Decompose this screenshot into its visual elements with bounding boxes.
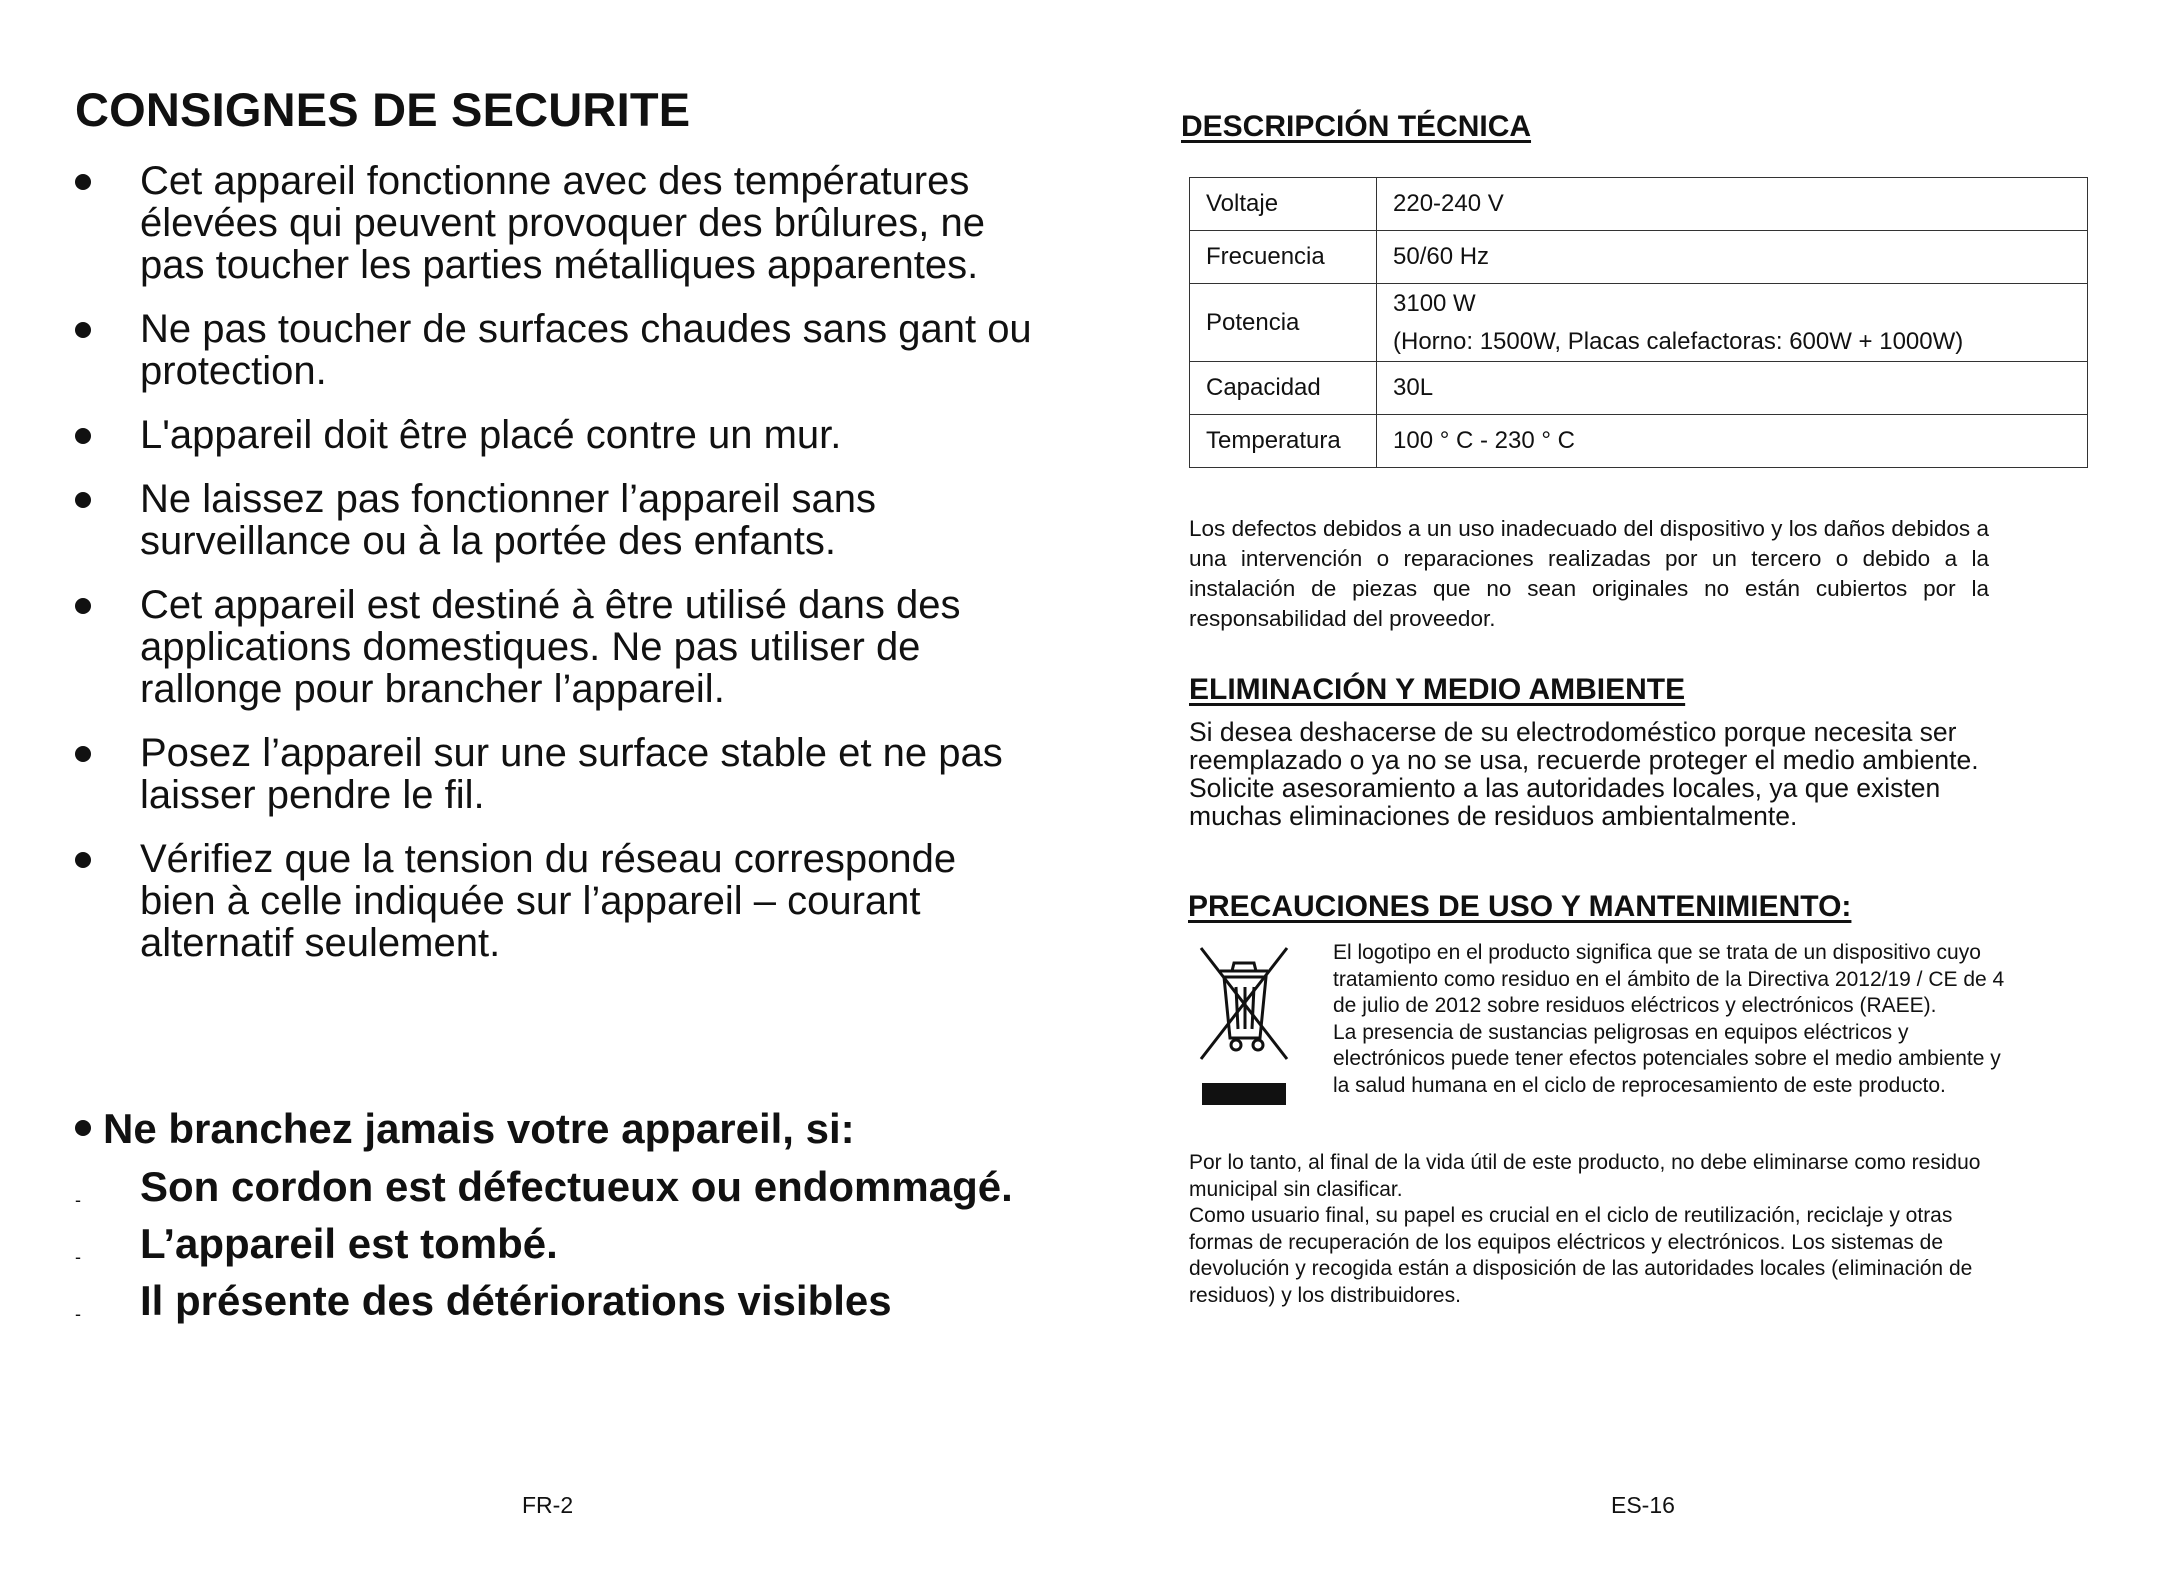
dash-marker: -: [75, 1247, 81, 1267]
environment-paragraph: Si desea deshacerse de su electrodoméstico porque necesita ser reemplazado o ya no se usa, recuerde proteger el medio ambiente. Solicite asesoramiento a las autoridades locales, ya que existen muchas eliminaciones de residuos ambientalmente.: [1189, 717, 1979, 831]
weee-paragraph: El logotipo en el producto significa que se trata de un dispositivo cuyo tratamiento como residuo en el ámbito de la Directiva 2012/19 / CE de 4 de julio de 2012 sobre residuos eléctricos y electrónicos (RAEE).: [1333, 941, 2005, 1017]
list-item-text: Vérifiez que la tension du réseau corresponde bien à celle indiquée sur l’appareil – courant alternatif seulement.: [140, 837, 957, 965]
precautions-section-title: PRECAUCIONES DE USO Y MANTENIMIENTO:: [1188, 890, 1852, 923]
table-row: [1190, 178, 2088, 231]
bullet-icon: [75, 852, 91, 868]
disposal-paragraph: Como usuario final, su papel es crucial en el ciclo de reutilización, reciclaje y otras formas de recuperación de los equipos eléctricos y electrónicos. Los sistemas de devolución y recogida están a disposición de las autoridades locales (eliminación de residuos) y los distribuidores.: [1189, 1204, 1973, 1307]
list-item: [75, 160, 1035, 286]
spec-value-cell: [1377, 284, 2088, 362]
list-item-text: Ne pas toucher de surfaces chaudes sans gant ou protection.: [140, 307, 1032, 393]
list-item: [75, 584, 1035, 710]
list-item-text: Ne laissez pas fonctionner l’appareil sans surveillance ou à la portée des enfants.: [140, 477, 876, 563]
page-number: ES-16: [1611, 1492, 1675, 1518]
list-item: [75, 1222, 1035, 1265]
page-title: CONSIGNES DE SECURITE: [75, 83, 691, 136]
disposal-instructions: [1189, 1150, 2009, 1309]
spec-value-detail: (Horno: 1500W, Placas calefactoras: 600W + 1000W): [1393, 327, 1964, 355]
list-item: [75, 414, 1035, 456]
disposal-paragraph: Por lo tanto, al final de la vida útil de este producto, no debe eliminarse como residuo municipal sin clasificar.: [1189, 1151, 1981, 1201]
list-item: [75, 838, 1035, 964]
list-item-text: Posez l’appareil sur une surface stable et ne pas laisser pendre le fil.: [140, 731, 1003, 817]
spec-value: 3100 W: [1393, 289, 1476, 317]
spec-section-title: DESCRIPCIÓN TÉCNICA: [1181, 110, 1532, 143]
list-item-text: Son cordon est défectueux ou endommagé.: [140, 1163, 1013, 1210]
spec-value: 100 ° C - 230 ° C: [1377, 415, 2088, 468]
warning-heading-text: Ne branchez jamais votre appareil, si:: [103, 1105, 855, 1152]
dash-marker: -: [75, 1304, 81, 1324]
crossed-out-wheelie-bin-icon: [1196, 943, 1292, 1115]
spec-label: Capacidad: [1190, 362, 1377, 415]
dash-marker: -: [75, 1190, 81, 1210]
spec-label: Temperatura: [1190, 415, 1377, 468]
table-row: [1190, 284, 2088, 362]
list-item: [75, 308, 1035, 392]
spec-table: [1189, 177, 2088, 468]
list-item-text: L’appareil est tombé.: [140, 1220, 558, 1267]
list-item-text: L'appareil doit être placé contre un mur.: [140, 413, 842, 457]
bullet-icon: [75, 598, 91, 614]
list-item: [75, 1279, 1035, 1322]
environment-section-title: ELIMINACIÓN Y MEDIO AMBIENTE: [1189, 673, 1686, 706]
list-item: [75, 478, 1035, 562]
page-number: FR-2: [522, 1492, 574, 1518]
warning-dash-list: [75, 1165, 1035, 1336]
bullet-icon: [75, 1120, 91, 1136]
table-row: [1190, 231, 2088, 284]
list-item: [75, 1165, 1035, 1208]
bullet-icon: [75, 746, 91, 762]
safety-bullet-list: [75, 160, 1035, 986]
defects-paragraph: Los defectos debidos a un uso inadecuado del dispositivo y los daños debidos a una intervención o reparaciones realizadas por un tercero o debido a la instalación de piezas que no sean originales no están cubiertos por la responsabilidad del proveedor.: [1189, 516, 1989, 631]
bullet-icon: [75, 492, 91, 508]
bullet-icon: [75, 428, 91, 444]
bullet-icon: [75, 322, 91, 338]
list-item-text: Il présente des détériorations visibles: [140, 1277, 892, 1324]
list-item: [75, 732, 1035, 816]
spec-value: 50/60 Hz: [1377, 231, 2088, 284]
list-item-text: Cet appareil fonctionne avec des températures élevées qui peuvent provoquer des brûlures, ne pas toucher les parties métalliques apparentes.: [140, 159, 985, 287]
right-page-es: [1081, 0, 2162, 1587]
spec-value: 30L: [1377, 362, 2088, 415]
spec-label: Voltaje: [1190, 178, 1377, 231]
table-row: [1190, 362, 2088, 415]
warning-heading: [75, 1105, 855, 1153]
bullet-icon: [75, 174, 91, 190]
table-row: [1190, 415, 2088, 468]
weee-description: [1333, 940, 2013, 1099]
list-item-text: Cet appareil est destiné à être utilisé dans des applications domestiques. Ne pas utiliser de rallonge pour brancher l’appareil.: [140, 583, 961, 711]
weee-paragraph: La presencia de sustancias peligrosas en equipos eléctricos y electrónicos puede tener efectos potenciales sobre el medio ambiente y la salud humana en el ciclo de reprocesamiento de este producto.: [1333, 1020, 2001, 1097]
spec-label: Frecuencia: [1190, 231, 1377, 284]
spec-label: Potencia: [1190, 284, 1377, 362]
spec-value: 220-240 V: [1377, 178, 2088, 231]
